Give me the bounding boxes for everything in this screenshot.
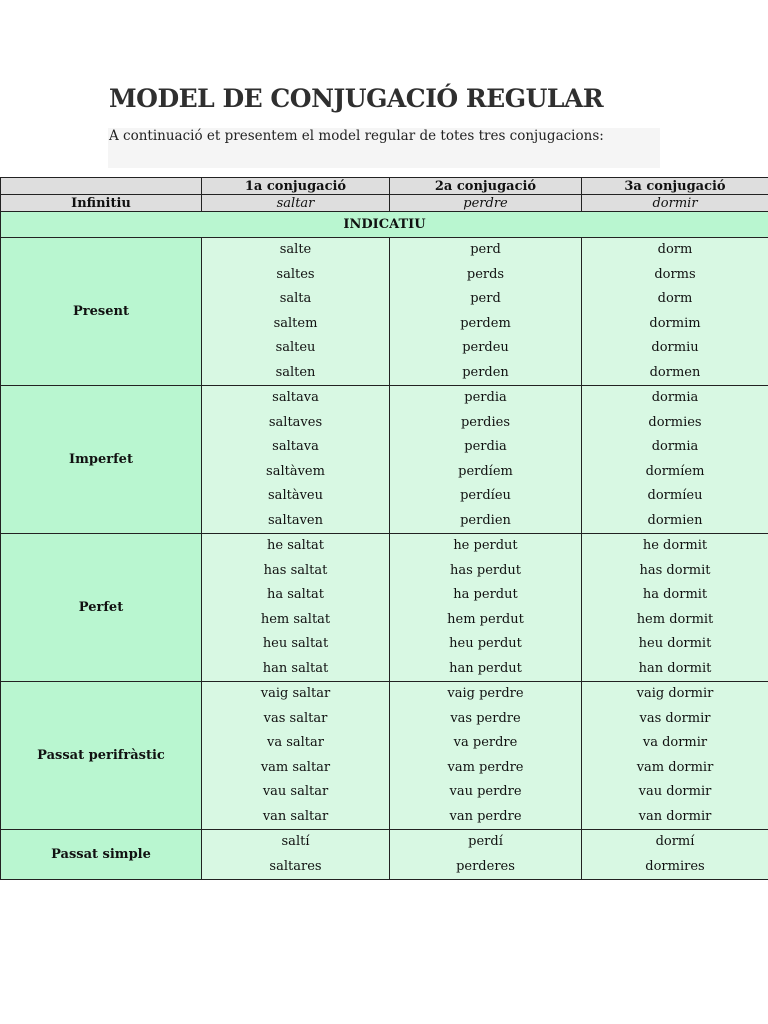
verb-form: he perdut: [453, 538, 518, 553]
verb-form: ha saltat: [266, 587, 325, 602]
verb-form: perdia: [464, 390, 507, 405]
verb-form: perdia: [464, 439, 507, 454]
verb-form: perd: [470, 242, 501, 257]
verb-form: heu perdut: [449, 636, 522, 651]
conjugation-cell: [202, 534, 390, 682]
verb-form: van dormir: [638, 808, 712, 824]
verb-form: hem saltat: [260, 611, 331, 627]
tense-label: Perfet: [1, 534, 202, 682]
section-row: [1, 212, 768, 238]
verb-form: vam saltar: [260, 759, 331, 775]
verb-form: dormen: [649, 364, 701, 380]
header-conj-1: 1a conjugació: [202, 178, 390, 195]
conjugation-cell: [390, 386, 582, 534]
verb-form: va perdre: [453, 735, 518, 750]
verb-form: has dormit: [639, 562, 711, 578]
verb-form: perds: [466, 266, 505, 282]
verb-form: saltava: [272, 439, 319, 454]
verb-form: van saltar: [262, 808, 329, 824]
tense-label: Passat simple: [1, 830, 202, 880]
verb-form: dormia: [651, 390, 699, 405]
verb-form: perden: [462, 364, 509, 380]
infinitive-conj-2: [390, 195, 582, 212]
verb-form: salta: [279, 291, 312, 306]
conjugation-cell: [202, 682, 390, 830]
verb-form: dormia: [651, 439, 699, 454]
intro-text: A continuació et presentem el model regular de totes tres conjugacions:: [109, 128, 604, 144]
verb-form: vau saltar: [262, 784, 329, 799]
verb-form: he saltat: [267, 538, 324, 553]
verb-form: heu saltat: [262, 636, 329, 651]
verb-form: vau dormir: [638, 784, 712, 799]
conjugation-cell: [582, 238, 768, 386]
verb-form: perderes: [456, 858, 515, 874]
verb-form: dormiu: [651, 340, 699, 355]
verb-form: va saltar: [267, 735, 324, 750]
conjugation-cell: [202, 238, 390, 386]
conjugation-cell: [390, 830, 582, 880]
infinitive-value: saltar: [276, 195, 315, 211]
verb-form: salten: [275, 364, 316, 380]
verb-form: vas perdre: [450, 710, 521, 726]
conjugation-cell: [202, 386, 390, 534]
verb-form: han perdut: [449, 660, 522, 676]
tense-row: [1, 534, 768, 682]
verb-form: has saltat: [263, 562, 328, 578]
header-conj-2: 2a conjugació: [390, 178, 582, 195]
verb-form: salte: [279, 242, 312, 257]
verb-form: vam dormir: [636, 759, 714, 775]
conjugation-cell: [582, 682, 768, 830]
conjugation-table: [0, 177, 768, 880]
verb-form: perdien: [460, 512, 511, 528]
conjugation-cell: [390, 238, 582, 386]
infinitive-value: dormir: [652, 195, 698, 211]
tense-row: [1, 238, 768, 386]
verb-form: has perdut: [449, 562, 522, 578]
verb-form: perdíeu: [460, 488, 511, 503]
verb-form: vas saltar: [263, 710, 328, 726]
infinitive-conj-1: [202, 195, 390, 212]
infinitive-conj-3: [582, 195, 768, 212]
header-row: [1, 178, 768, 195]
conjugation-cell: [582, 534, 768, 682]
section-heading: INDICATIU: [1, 212, 768, 238]
verb-form: vas dormir: [639, 710, 711, 726]
conjugation-cell: [390, 682, 582, 830]
verb-form: dormim: [649, 315, 701, 331]
verb-form: vau perdre: [449, 784, 522, 799]
infinitive-label: Infinitiu: [1, 195, 202, 212]
verb-form: ha perdut: [453, 587, 518, 602]
verb-form: ha dormit: [642, 587, 708, 602]
verb-form: hem perdut: [447, 611, 524, 627]
verb-form: va dormir: [642, 735, 708, 750]
verb-form: saltem: [273, 315, 318, 331]
conjugation-cell: [582, 386, 768, 534]
verb-form: heu dormit: [638, 636, 712, 651]
verb-form: vaig dormir: [636, 686, 714, 701]
verb-form: dormien: [647, 512, 703, 528]
verb-form: dorms: [654, 266, 696, 282]
verb-form: hem dormit: [636, 611, 714, 627]
verb-form: saltares: [269, 858, 322, 874]
conjugation-cell: [390, 534, 582, 682]
verb-form: saltaves: [268, 414, 323, 430]
verb-form: van perdre: [449, 808, 522, 824]
page-title: MODEL DE CONJUGACIÓ REGULAR: [109, 84, 604, 113]
verb-form: saltava: [272, 390, 319, 405]
tense-label: Present: [1, 238, 202, 386]
verb-form: dormíeu: [647, 488, 703, 503]
header-conj-3: 3a conjugació: [582, 178, 768, 195]
verb-form: perdíem: [458, 463, 513, 479]
verb-form: perdies: [460, 414, 511, 430]
infinitive-value: perdre: [463, 195, 508, 211]
verb-form: dormires: [645, 858, 705, 874]
verb-form: saltí: [281, 834, 310, 849]
conjugation-table-body: [1, 178, 768, 880]
tense-label: Imperfet: [1, 386, 202, 534]
verb-form: saltàveu: [268, 488, 323, 503]
verb-form: vam perdre: [447, 759, 524, 775]
verb-form: saltaven: [268, 512, 323, 528]
verb-form: perdeu: [462, 340, 509, 355]
infinitive-row: [1, 195, 768, 212]
verb-form: dorm: [657, 291, 693, 306]
verb-form: vaig saltar: [260, 686, 331, 701]
verb-form: dormíem: [645, 463, 705, 479]
tense-label: Passat perifràstic: [1, 682, 202, 830]
conjugation-cell: [202, 830, 390, 880]
verb-form: dorm: [657, 242, 693, 257]
verb-form: vaig perdre: [447, 686, 524, 701]
verb-form: perdem: [460, 315, 511, 331]
verb-form: dormí: [655, 834, 695, 849]
tense-row: [1, 682, 768, 830]
verb-form: salteu: [275, 340, 316, 355]
verb-form: han dormit: [638, 660, 712, 676]
tense-row: [1, 386, 768, 534]
verb-form: perdí: [468, 834, 503, 849]
verb-form: saltes: [276, 266, 315, 282]
verb-form: dormies: [648, 414, 702, 430]
corner-cell: [1, 178, 202, 195]
tense-row: [1, 830, 768, 880]
conjugation-cell: [582, 830, 768, 880]
verb-form: perd: [470, 291, 501, 306]
verb-form: han saltat: [262, 660, 329, 676]
verb-form: saltàvem: [266, 463, 325, 479]
verb-form: he dormit: [642, 538, 708, 553]
